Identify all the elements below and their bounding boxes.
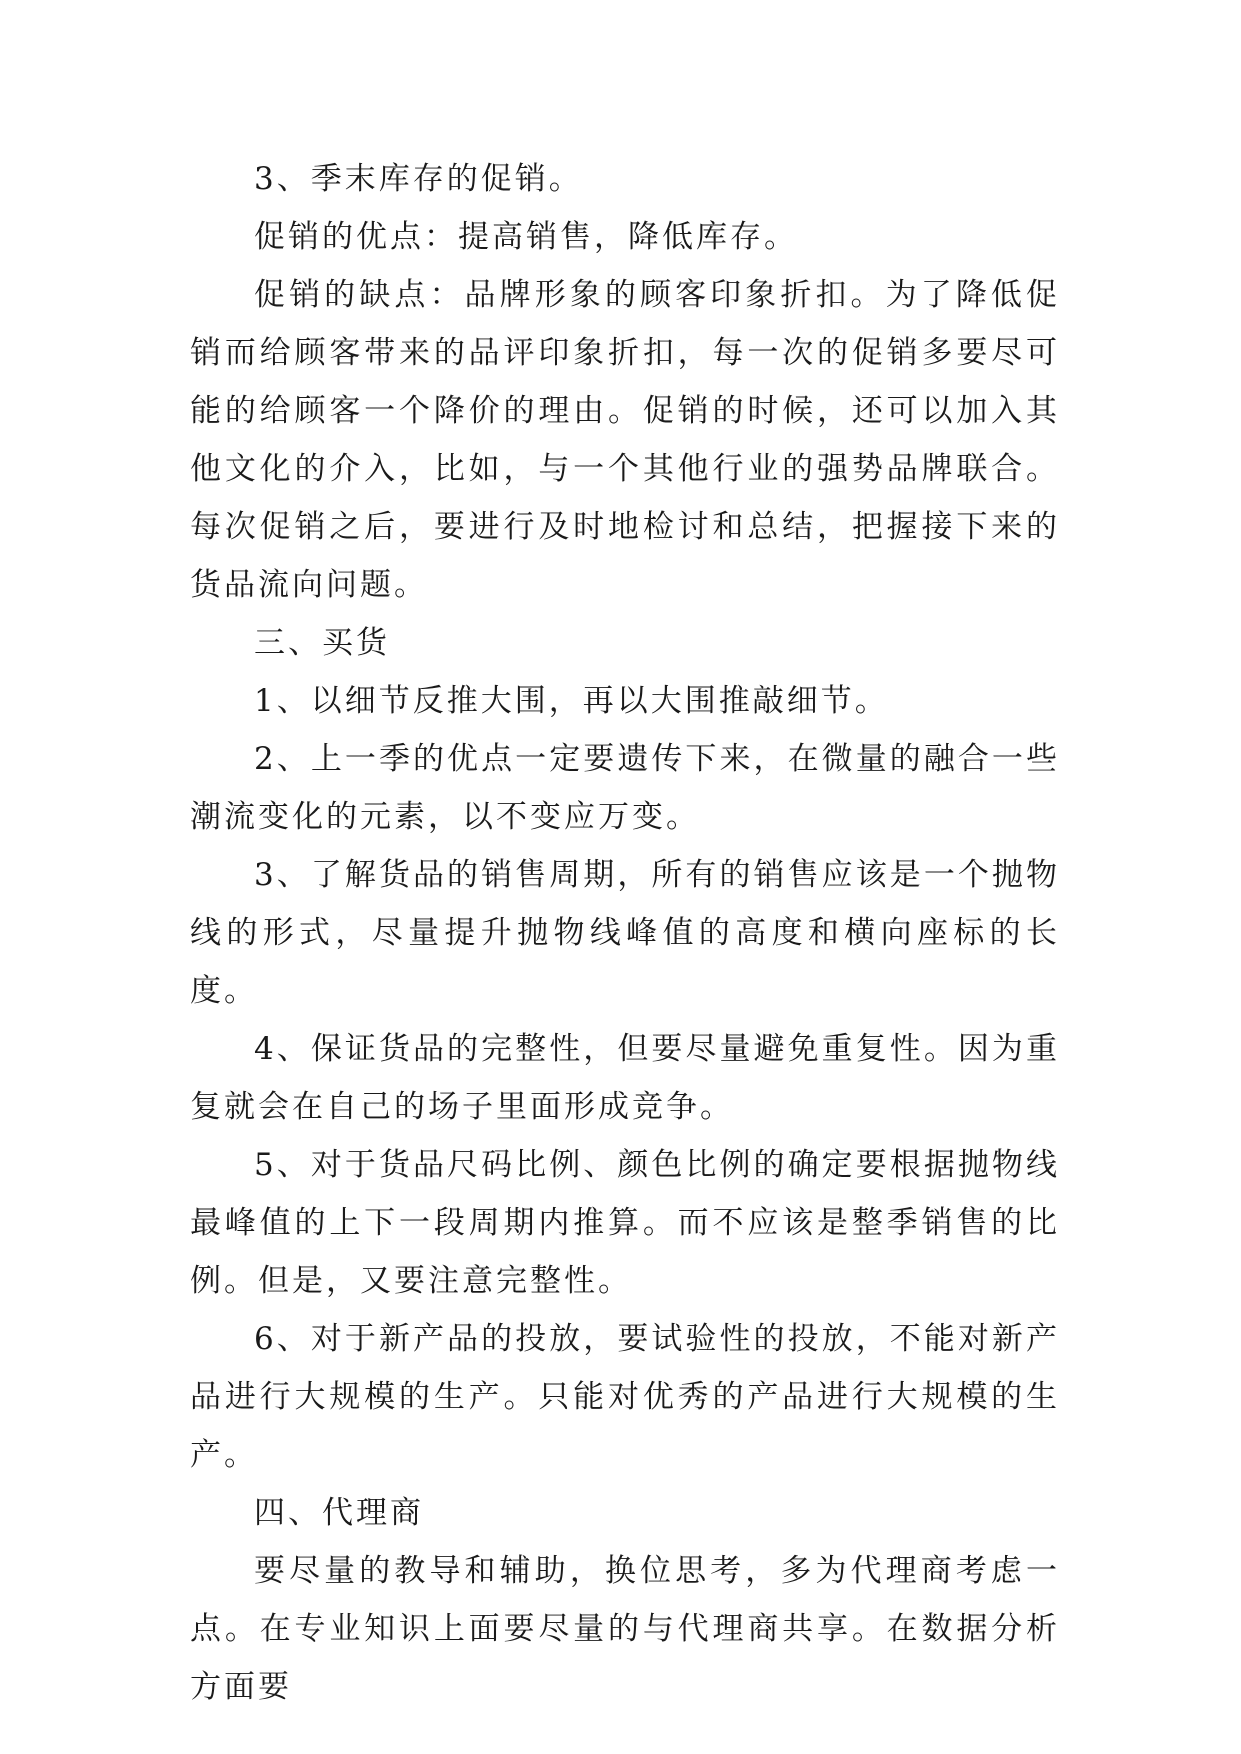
- section-heading-agents: 四、代理商: [254, 1495, 424, 1531]
- paragraph-buying-item-5: 5、对于货品尺码比例、颜色比例的确定要根据抛物线最峰值的上下一段周期内推算。而不应该是整季销售的比例。但是，又要注意完整性。: [190, 1147, 1060, 1299]
- paragraph-promotion-disadvantages: 促销的缺点：品牌形象的顾客印象折扣。为了降低促销而给顾客带来的品评印象折扣，每一次的促销多要尽可能的给顾客一个降价的理由。促销的时候，还可以加入其他文化的介入，比如，与一个其他行业的强势品牌联合。每次促销之后，要进行及时地检讨和总结，把握接下来的货品流向问题。: [190, 277, 1060, 603]
- paragraph-item-3-clearance-promotion: 3、季末库存的促销。: [254, 161, 583, 197]
- paragraph-promotion-advantages: 促销的优点：提高销售，降低库存。: [254, 219, 798, 255]
- document-body: [190, 150, 1060, 1716]
- paragraph-buying-item-6: 6、对于新产品的投放，要试验性的投放，不能对新产品进行大规模的生产。只能对优秀的产品进行大规模的生产。: [190, 1321, 1060, 1473]
- paragraph-agents-guidance: 要尽量的教导和辅助，换位思考，多为代理商考虑一点。在专业知识上面要尽量的与代理商共享。在数据分析方面要: [190, 1553, 1060, 1705]
- section-heading-buying: 三、买货: [254, 625, 390, 661]
- paragraph-buying-item-1: 1、以细节反推大围，再以大围推敲细节。: [254, 683, 889, 719]
- paragraph-buying-item-3: 3、了解货品的销售周期，所有的销售应该是一个抛物线的形式，尽量提升抛物线峰值的高度和横向座标的长度。: [190, 857, 1060, 1009]
- paragraph-buying-item-2: 2、上一季的优点一定要遗传下来，在微量的融合一些潮流变化的元素，以不变应万变。: [190, 741, 1060, 835]
- paragraph-buying-item-4: 4、保证货品的完整性，但要尽量避免重复性。因为重复就会在自己的场子里面形成竞争。: [190, 1031, 1060, 1125]
